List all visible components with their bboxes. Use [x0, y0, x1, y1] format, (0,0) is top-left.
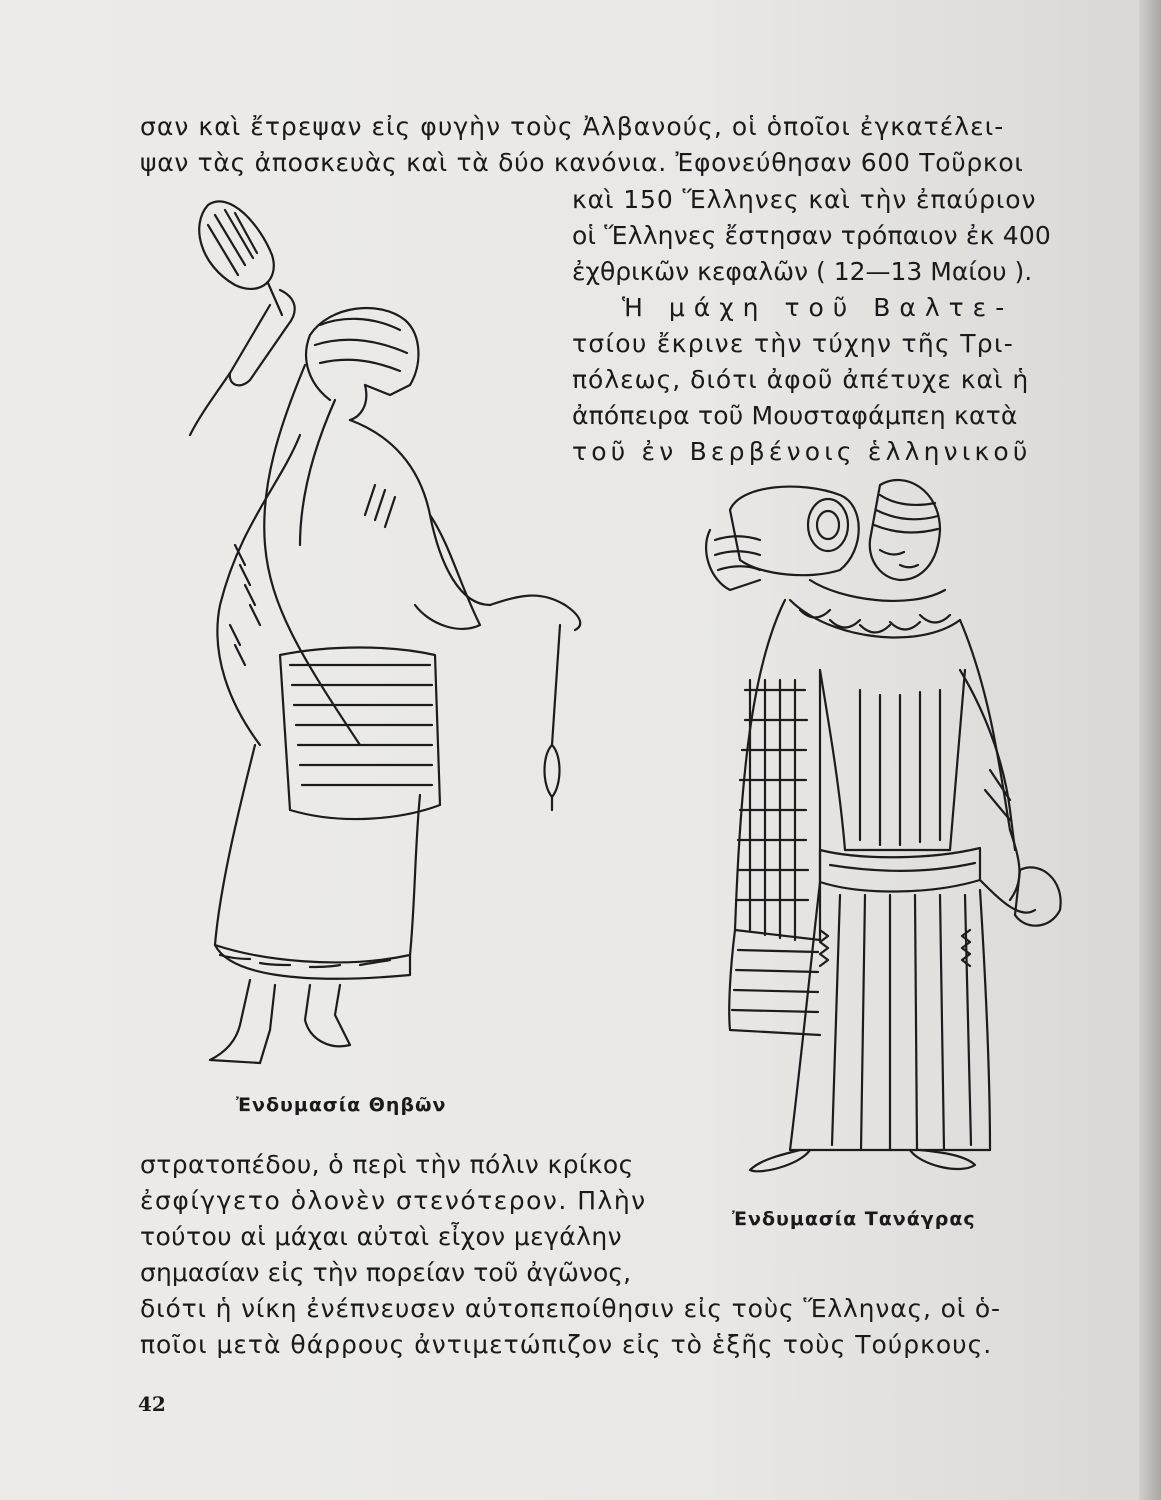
thebes-woman-drawing — [160, 185, 600, 1070]
text-line-8: πόλεως, διότι ἀφοῦ ἀπέτυχε καὶ ἡ — [572, 365, 1030, 394]
text-line-5: ἐχθρικῶν κεφαλῶν ( 12—13 Μαίου ). — [572, 257, 1033, 286]
page-spine-shadow — [1139, 0, 1161, 1500]
text-line-1: σαν καὶ ἔτρεψαν εἰς φυγὴν τοὺς Ἀλβανούς, οἱ ὁποῖοι ἐγκατέλει- — [140, 112, 1005, 141]
tanagra-woman-drawing — [690, 470, 1065, 1185]
page-number: 42 — [138, 1392, 166, 1416]
text-line-9: ἀπόπειρα τοῦ Μουσταφάμπεη κατὰ — [572, 401, 1018, 430]
text-line-3: καὶ 150 Ἕλληνες καὶ τὴν ἐπαύριον — [572, 185, 1037, 214]
text-line-13: τούτου αἱ μάχαι αὐταὶ εἶχον μεγάλην — [140, 1222, 622, 1251]
text-line-7: τσίου ἔκρινε τὴν τύχην τῆς Τρι- — [572, 329, 1015, 358]
illustration-tanagra-costume — [690, 470, 1065, 1185]
text-line-10: τοῦ ἐν Βερβένοις ἑλληνικοῦ — [572, 437, 1032, 466]
text-line-6: Ἡ μάχη τοῦ Βαλτε- — [622, 293, 1014, 322]
text-line-12: ἐσφίγγετο ὁλονὲν στενότερον. Πλὴν — [140, 1186, 647, 1215]
illustration-thebes-costume — [160, 185, 600, 1070]
text-line-16: ποῖοι μετὰ θάρρους ἀντιμετώπιζον εἰς τὸ ἑξῆς τοὺς Τούρκους. — [140, 1330, 993, 1359]
text-line-4: οἱ Ἕλληνες ἔστησαν τρόπαιον ἐκ 400 — [572, 221, 1052, 250]
text-line-11: στρατοπέδου, ὁ περὶ τὴν πόλιν κρίκος — [140, 1150, 634, 1179]
text-line-14: σημασίαν εἰς τὴν πορείαν τοῦ ἀγῶνος, — [140, 1258, 632, 1287]
text-line-15: διότι ἡ νίκη ἐνέπνευσεν αὐτοπεποίθησιν εἰς τοὺς Ἕλληνας, οἱ ὁ- — [140, 1294, 1001, 1323]
caption-tanagra: Ἐνδυμασία Τανάγρας — [732, 1208, 976, 1230]
text-line-2: ψαν τὰς ἀποσκευὰς καὶ τὰ δύο κανόνια. Ἐφονεύθησαν 600 Τοῦρκοι — [140, 148, 1024, 177]
caption-thebes: Ἐνδυμασία Θηβῶν — [236, 1094, 447, 1116]
